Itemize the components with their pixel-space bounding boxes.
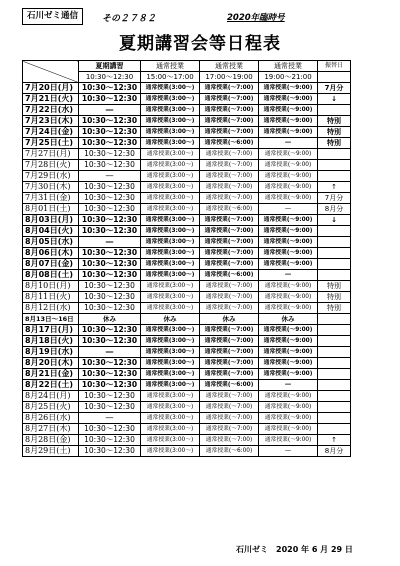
summer-course-cell: 10:30～12:30 bbox=[79, 435, 141, 446]
table-row bbox=[23, 281, 351, 292]
summer-course-cell: 10:30～12:30 bbox=[79, 215, 141, 226]
regular-7pm-cell: 通常授業(～6:00) bbox=[200, 138, 259, 149]
date-cell: 7月29日(水) bbox=[23, 171, 79, 182]
edition-label: 2020年臨時号 bbox=[227, 13, 285, 23]
summer-course-cell: 10:30～12:30 bbox=[79, 259, 141, 270]
regular-9pm-cell: ― bbox=[259, 270, 318, 281]
regular-3pm-cell: 通常授業(3:00～) bbox=[141, 380, 200, 391]
regular-9pm-cell: 通常授業(～9:00) bbox=[259, 83, 318, 94]
regular-9pm-cell: 通常授業(～9:00) bbox=[259, 435, 318, 446]
summer-course-cell: 10:30～12:30 bbox=[79, 226, 141, 237]
table-row bbox=[23, 391, 351, 402]
summer-course-cell: 10:30～12:30 bbox=[79, 204, 141, 215]
summer-course-cell: 10:30～12:30 bbox=[79, 369, 141, 380]
time-regular-3: 19:00～21:00 bbox=[259, 72, 318, 83]
date-cell: 7月30日(木) bbox=[23, 182, 79, 193]
regular-9pm-cell: 通常授業(～9:00) bbox=[259, 248, 318, 259]
regular-7pm-cell: 通常授業(～7:00) bbox=[200, 435, 259, 446]
date-cell: 8月03日(月) bbox=[23, 215, 79, 226]
makeup-cell bbox=[318, 171, 351, 182]
summer-course-cell: ― bbox=[79, 105, 141, 116]
regular-3pm-cell: 通常授業(3:00～) bbox=[141, 446, 200, 457]
makeup-cell: ↑ bbox=[318, 182, 351, 193]
regular-9pm-cell: 通常授業(～9:00) bbox=[259, 292, 318, 303]
regular-7pm-cell: 通常授業(～7:00) bbox=[200, 424, 259, 435]
date-cell: 8月26日(水) bbox=[23, 413, 79, 424]
regular-9pm-cell: 通常授業(～9:00) bbox=[259, 215, 318, 226]
regular-7pm-cell: 通常授業(～7:00) bbox=[200, 105, 259, 116]
regular-3pm-cell: 通常授業(3:00～) bbox=[141, 204, 200, 215]
makeup-cell: ↓ bbox=[318, 215, 351, 226]
regular-3pm-cell: 通常授業(3:00～) bbox=[141, 292, 200, 303]
summer-course-cell: 10:30～12:30 bbox=[79, 281, 141, 292]
regular-3pm-cell: 通常授業(3:00～) bbox=[141, 413, 200, 424]
makeup-cell bbox=[318, 369, 351, 380]
time-makeup-day bbox=[318, 72, 351, 83]
header-regular-3: 通常授業 bbox=[259, 61, 318, 72]
regular-9pm-cell: 通常授業(～9:00) bbox=[259, 358, 318, 369]
regular-7pm-cell: 通常授業(～7:00) bbox=[200, 369, 259, 380]
regular-7pm-cell: 通常授業(～7:00) bbox=[200, 259, 259, 270]
table-row bbox=[23, 380, 351, 391]
regular-7pm-cell: 通常授業(～7:00) bbox=[200, 358, 259, 369]
table-row bbox=[23, 358, 351, 369]
regular-7pm-cell: 通常授業(～7:00) bbox=[200, 127, 259, 138]
schedule-table bbox=[22, 60, 351, 457]
regular-9pm-cell: 通常授業(～9:00) bbox=[259, 105, 318, 116]
summer-course-cell: 10:30～12:30 bbox=[79, 83, 141, 94]
regular-7pm-cell: 通常授業(～7:00) bbox=[200, 171, 259, 182]
summer-course-cell: ― bbox=[79, 413, 141, 424]
newsletter-header bbox=[22, 8, 382, 26]
table-row bbox=[23, 303, 351, 314]
regular-3pm-cell: 通常授業(3:00～) bbox=[141, 281, 200, 292]
date-cell: 8月21日(金) bbox=[23, 369, 79, 380]
regular-3pm-cell: 通常授業(3:00～) bbox=[141, 182, 200, 193]
header-regular-2: 通常授業 bbox=[200, 61, 259, 72]
summer-course-cell: 10:30～12:30 bbox=[79, 270, 141, 281]
footer-date: 石川ゼミ 2020 年 6 月 29 日 bbox=[236, 545, 353, 554]
date-cell: 8月25日(火) bbox=[23, 402, 79, 413]
makeup-cell bbox=[318, 358, 351, 369]
makeup-cell bbox=[318, 259, 351, 270]
makeup-cell: 特別 bbox=[318, 292, 351, 303]
page-title: 夏期講習会等日程表 bbox=[119, 34, 281, 54]
date-cell: 7月21日(火) bbox=[23, 94, 79, 105]
table-row bbox=[23, 248, 351, 259]
regular-7pm-cell: 通常授業(～7:00) bbox=[200, 391, 259, 402]
makeup-cell bbox=[318, 270, 351, 281]
regular-7pm-cell: 通常授業(～7:00) bbox=[200, 292, 259, 303]
regular-9pm-cell: 通常授業(～9:00) bbox=[259, 160, 318, 171]
regular-7pm-cell: 通常授業(～7:00) bbox=[200, 281, 259, 292]
regular-3pm-cell: 通常授業(3:00～) bbox=[141, 303, 200, 314]
table-row bbox=[23, 237, 351, 248]
summer-course-cell: 10:30～12:30 bbox=[79, 138, 141, 149]
date-cell: 7月20日(月) bbox=[23, 83, 79, 94]
table-row bbox=[23, 215, 351, 226]
date-cell: 8月05日(水) bbox=[23, 237, 79, 248]
newsletter-name-box: 石川ゼミ通信 bbox=[22, 8, 83, 25]
regular-3pm-cell: 通常授業(3:00～) bbox=[141, 325, 200, 336]
makeup-cell bbox=[318, 160, 351, 171]
makeup-cell bbox=[318, 237, 351, 248]
date-cell: 8月20日(木) bbox=[23, 358, 79, 369]
regular-7pm-cell: 通常授業(～6:00) bbox=[200, 270, 259, 281]
regular-7pm-cell: 通常授業(～7:00) bbox=[200, 402, 259, 413]
regular-9pm-cell: 通常授業(～9:00) bbox=[259, 303, 318, 314]
date-cell: 8月01日(土) bbox=[23, 204, 79, 215]
regular-9pm-cell: 通常授業(～9:00) bbox=[259, 94, 318, 105]
summer-course-cell: 10:30～12:30 bbox=[79, 446, 141, 457]
regular-3pm-cell: 通常授業(3:00～) bbox=[141, 369, 200, 380]
summer-course-cell: 休み bbox=[79, 314, 141, 325]
makeup-cell: 特別 bbox=[318, 116, 351, 127]
date-cell: 8月29日(土) bbox=[23, 446, 79, 457]
summer-course-cell: ― bbox=[79, 237, 141, 248]
date-cell: 8月27日(木) bbox=[23, 424, 79, 435]
summer-course-cell: 10:30～12:30 bbox=[79, 116, 141, 127]
table-row bbox=[23, 435, 351, 446]
regular-9pm-cell: ― bbox=[259, 446, 318, 457]
regular-9pm-cell: 通常授業(～9:00) bbox=[259, 149, 318, 160]
regular-9pm-cell: 通常授業(～9:00) bbox=[259, 325, 318, 336]
summer-course-cell: ― bbox=[79, 171, 141, 182]
makeup-cell: 特別 bbox=[318, 127, 351, 138]
makeup-cell bbox=[318, 248, 351, 259]
regular-3pm-cell: 通常授業(3:00～) bbox=[141, 193, 200, 204]
regular-9pm-cell: 通常授業(～9:00) bbox=[259, 391, 318, 402]
summer-course-cell: 10:30～12:30 bbox=[79, 424, 141, 435]
makeup-cell bbox=[318, 391, 351, 402]
summer-course-cell: 10:30～12:30 bbox=[79, 292, 141, 303]
regular-3pm-cell: 通常授業(3:00～) bbox=[141, 116, 200, 127]
regular-7pm-cell: 通常授業(～7:00) bbox=[200, 160, 259, 171]
date-cell: 8月10日(月) bbox=[23, 281, 79, 292]
regular-7pm-cell: 通常授業(～7:00) bbox=[200, 325, 259, 336]
regular-9pm-cell: 通常授業(～9:00) bbox=[259, 193, 318, 204]
regular-3pm-cell: 通常授業(3:00～) bbox=[141, 237, 200, 248]
regular-7pm-cell: 通常授業(～7:00) bbox=[200, 116, 259, 127]
regular-7pm-cell: 通常授業(～7:00) bbox=[200, 248, 259, 259]
regular-9pm-cell: 通常授業(～9:00) bbox=[259, 369, 318, 380]
makeup-cell: ↓ bbox=[318, 94, 351, 105]
date-cell: 8月28日(金) bbox=[23, 435, 79, 446]
summer-course-cell: 10:30～12:30 bbox=[79, 402, 141, 413]
table-row bbox=[23, 292, 351, 303]
makeup-cell bbox=[318, 380, 351, 391]
time-summer-course: 10:30～12:30 bbox=[79, 72, 141, 83]
regular-3pm-cell: 通常授業(3:00～) bbox=[141, 215, 200, 226]
makeup-cell: 7月分 bbox=[318, 193, 351, 204]
summer-course-cell: 10:30～12:30 bbox=[79, 303, 141, 314]
regular-7pm-cell: 通常授業(～7:00) bbox=[200, 413, 259, 424]
makeup-cell: 特別 bbox=[318, 138, 351, 149]
regular-9pm-cell: 休み bbox=[259, 314, 318, 325]
date-cell: 8月18日(火) bbox=[23, 336, 79, 347]
table-row bbox=[23, 314, 351, 325]
date-cell: 7月22日(水) bbox=[23, 105, 79, 116]
summer-course-cell: 10:30～12:30 bbox=[79, 160, 141, 171]
date-cell: 7月23日(木) bbox=[23, 116, 79, 127]
regular-3pm-cell: 休み bbox=[141, 314, 200, 325]
summer-course-cell: 10:30～12:30 bbox=[79, 391, 141, 402]
regular-9pm-cell: ― bbox=[259, 138, 318, 149]
regular-3pm-cell: 通常授業(3:00～) bbox=[141, 358, 200, 369]
date-cell: 8月22日(土) bbox=[23, 380, 79, 391]
regular-3pm-cell: 通常授業(3:00～) bbox=[141, 83, 200, 94]
regular-9pm-cell: 通常授業(～9:00) bbox=[259, 336, 318, 347]
summer-course-cell: 10:30～12:30 bbox=[79, 193, 141, 204]
table-row bbox=[23, 402, 351, 413]
regular-3pm-cell: 通常授業(3:00～) bbox=[141, 391, 200, 402]
table-row bbox=[23, 94, 351, 105]
date-cell: 8月06日(木) bbox=[23, 248, 79, 259]
makeup-cell bbox=[318, 314, 351, 325]
regular-9pm-cell: 通常授業(～9:00) bbox=[259, 171, 318, 182]
table-row bbox=[23, 105, 351, 116]
issue-number: その２７８２ bbox=[102, 14, 157, 24]
regular-7pm-cell: 通常授業(～7:00) bbox=[200, 347, 259, 358]
summer-course-cell: 10:30～12:30 bbox=[79, 182, 141, 193]
regular-3pm-cell: 通常授業(3:00～) bbox=[141, 127, 200, 138]
date-cell: 7月24日(金) bbox=[23, 127, 79, 138]
summer-course-cell: 10:30～12:30 bbox=[79, 336, 141, 347]
table-row bbox=[23, 325, 351, 336]
regular-3pm-cell: 通常授業(3:00～) bbox=[141, 160, 200, 171]
regular-7pm-cell: 通常授業(～7:00) bbox=[200, 215, 259, 226]
regular-3pm-cell: 通常授業(3:00～) bbox=[141, 138, 200, 149]
date-cell: 7月31日(金) bbox=[23, 193, 79, 204]
header-summer-course: 夏期講習 bbox=[79, 61, 141, 72]
regular-7pm-cell: 通常授業(～7:00) bbox=[200, 193, 259, 204]
regular-3pm-cell: 通常授業(3:00～) bbox=[141, 105, 200, 116]
regular-9pm-cell: 通常授業(～9:00) bbox=[259, 347, 318, 358]
date-cell: 8月08日(土) bbox=[23, 270, 79, 281]
makeup-cell: 特別 bbox=[318, 281, 351, 292]
regular-9pm-cell: 通常授業(～9:00) bbox=[259, 116, 318, 127]
table-row bbox=[23, 226, 351, 237]
makeup-cell bbox=[318, 149, 351, 160]
corner-cell bbox=[23, 61, 79, 83]
makeup-cell bbox=[318, 336, 351, 347]
regular-3pm-cell: 通常授業(3:00～) bbox=[141, 248, 200, 259]
regular-9pm-cell: 通常授業(～9:00) bbox=[259, 424, 318, 435]
table-row bbox=[23, 424, 351, 435]
regular-3pm-cell: 通常授業(3:00～) bbox=[141, 94, 200, 105]
time-regular-1: 15:00～17:00 bbox=[141, 72, 200, 83]
date-cell: 7月28日(火) bbox=[23, 160, 79, 171]
makeup-cell bbox=[318, 226, 351, 237]
table-row bbox=[23, 347, 351, 358]
regular-9pm-cell: ― bbox=[259, 204, 318, 215]
regular-3pm-cell: 通常授業(3:00～) bbox=[141, 424, 200, 435]
regular-7pm-cell: 通常授業(～6:00) bbox=[200, 446, 259, 457]
regular-9pm-cell: ― bbox=[259, 380, 318, 391]
regular-3pm-cell: 通常授業(3:00～) bbox=[141, 347, 200, 358]
makeup-cell bbox=[318, 402, 351, 413]
summer-course-cell: 10:30～12:30 bbox=[79, 358, 141, 369]
regular-3pm-cell: 通常授業(3:00～) bbox=[141, 149, 200, 160]
table-row bbox=[23, 193, 351, 204]
regular-9pm-cell: 通常授業(～9:00) bbox=[259, 237, 318, 248]
header-regular-1: 通常授業 bbox=[141, 61, 200, 72]
summer-course-cell: 10:30～12:30 bbox=[79, 94, 141, 105]
regular-7pm-cell: 通常授業(～7:00) bbox=[200, 83, 259, 94]
table-row bbox=[23, 446, 351, 457]
table-row bbox=[23, 182, 351, 193]
regular-7pm-cell: 通常授業(～6:00) bbox=[200, 204, 259, 215]
regular-3pm-cell: 通常授業(3:00～) bbox=[141, 435, 200, 446]
regular-7pm-cell: 通常授業(～7:00) bbox=[200, 94, 259, 105]
date-cell: 8月04日(火) bbox=[23, 226, 79, 237]
regular-3pm-cell: 通常授業(3:00～) bbox=[141, 171, 200, 182]
date-cell: 8月07日(金) bbox=[23, 259, 79, 270]
makeup-cell: 7月分 bbox=[318, 83, 351, 94]
regular-3pm-cell: 通常授業(3:00～) bbox=[141, 270, 200, 281]
table-row bbox=[23, 259, 351, 270]
makeup-cell: 8月分 bbox=[318, 446, 351, 457]
table-row bbox=[23, 149, 351, 160]
header-row-labels bbox=[23, 61, 351, 72]
regular-9pm-cell: 通常授業(～9:00) bbox=[259, 413, 318, 424]
makeup-cell: ↑ bbox=[318, 435, 351, 446]
makeup-cell bbox=[318, 347, 351, 358]
date-cell: 8月19日(水) bbox=[23, 347, 79, 358]
date-cell: 7月27日(月) bbox=[23, 149, 79, 160]
regular-3pm-cell: 通常授業(3:00～) bbox=[141, 402, 200, 413]
regular-3pm-cell: 通常授業(3:00～) bbox=[141, 259, 200, 270]
table-row bbox=[23, 171, 351, 182]
summer-course-cell: 10:30～12:30 bbox=[79, 127, 141, 138]
summer-course-cell: 10:30～12:30 bbox=[79, 248, 141, 259]
summer-course-cell: ― bbox=[79, 347, 141, 358]
regular-7pm-cell: 通常授業(～7:00) bbox=[200, 336, 259, 347]
regular-9pm-cell: 通常授業(～9:00) bbox=[259, 402, 318, 413]
date-cell: 8月12日(水) bbox=[23, 303, 79, 314]
regular-7pm-cell: 通常授業(～7:00) bbox=[200, 237, 259, 248]
makeup-cell: 8月分 bbox=[318, 204, 351, 215]
makeup-cell: 特別 bbox=[318, 303, 351, 314]
summer-course-cell: 10:30～12:30 bbox=[79, 149, 141, 160]
table-row bbox=[23, 116, 351, 127]
makeup-cell bbox=[318, 424, 351, 435]
date-cell: 7月25日(土) bbox=[23, 138, 79, 149]
regular-7pm-cell: 通常授業(～7:00) bbox=[200, 149, 259, 160]
date-cell: 8月24日(月) bbox=[23, 391, 79, 402]
regular-9pm-cell: 通常授業(～9:00) bbox=[259, 259, 318, 270]
summer-course-cell: 10:30～12:30 bbox=[79, 380, 141, 391]
makeup-cell bbox=[318, 105, 351, 116]
regular-7pm-cell: 通常授業(～7:00) bbox=[200, 303, 259, 314]
regular-7pm-cell: 休み bbox=[200, 314, 259, 325]
table-row bbox=[23, 127, 351, 138]
summer-course-cell: 10:30～12:30 bbox=[79, 325, 141, 336]
table-row bbox=[23, 138, 351, 149]
makeup-cell bbox=[318, 413, 351, 424]
table-row bbox=[23, 83, 351, 94]
table-row bbox=[23, 336, 351, 347]
date-cell: 8月17日(月) bbox=[23, 325, 79, 336]
table-row bbox=[23, 160, 351, 171]
regular-3pm-cell: 通常授業(3:00～) bbox=[141, 226, 200, 237]
regular-9pm-cell: 通常授業(～9:00) bbox=[259, 127, 318, 138]
header-makeup-day: 振替日 bbox=[318, 61, 351, 72]
date-cell: 8月13日～16日 bbox=[23, 314, 79, 325]
time-regular-2: 17:00～19:00 bbox=[200, 72, 259, 83]
date-cell: 8月11日(火) bbox=[23, 292, 79, 303]
regular-7pm-cell: 通常授業(～7:00) bbox=[200, 226, 259, 237]
table-row bbox=[23, 204, 351, 215]
regular-9pm-cell: 通常授業(～9:00) bbox=[259, 226, 318, 237]
regular-3pm-cell: 通常授業(3:00～) bbox=[141, 336, 200, 347]
makeup-cell bbox=[318, 325, 351, 336]
regular-7pm-cell: 通常授業(～6:00) bbox=[200, 380, 259, 391]
table-row bbox=[23, 369, 351, 380]
regular-7pm-cell: 通常授業(～7:00) bbox=[200, 182, 259, 193]
table-row bbox=[23, 270, 351, 281]
table-row bbox=[23, 413, 351, 424]
regular-9pm-cell: 通常授業(～9:00) bbox=[259, 182, 318, 193]
regular-9pm-cell: 通常授業(～9:00) bbox=[259, 281, 318, 292]
